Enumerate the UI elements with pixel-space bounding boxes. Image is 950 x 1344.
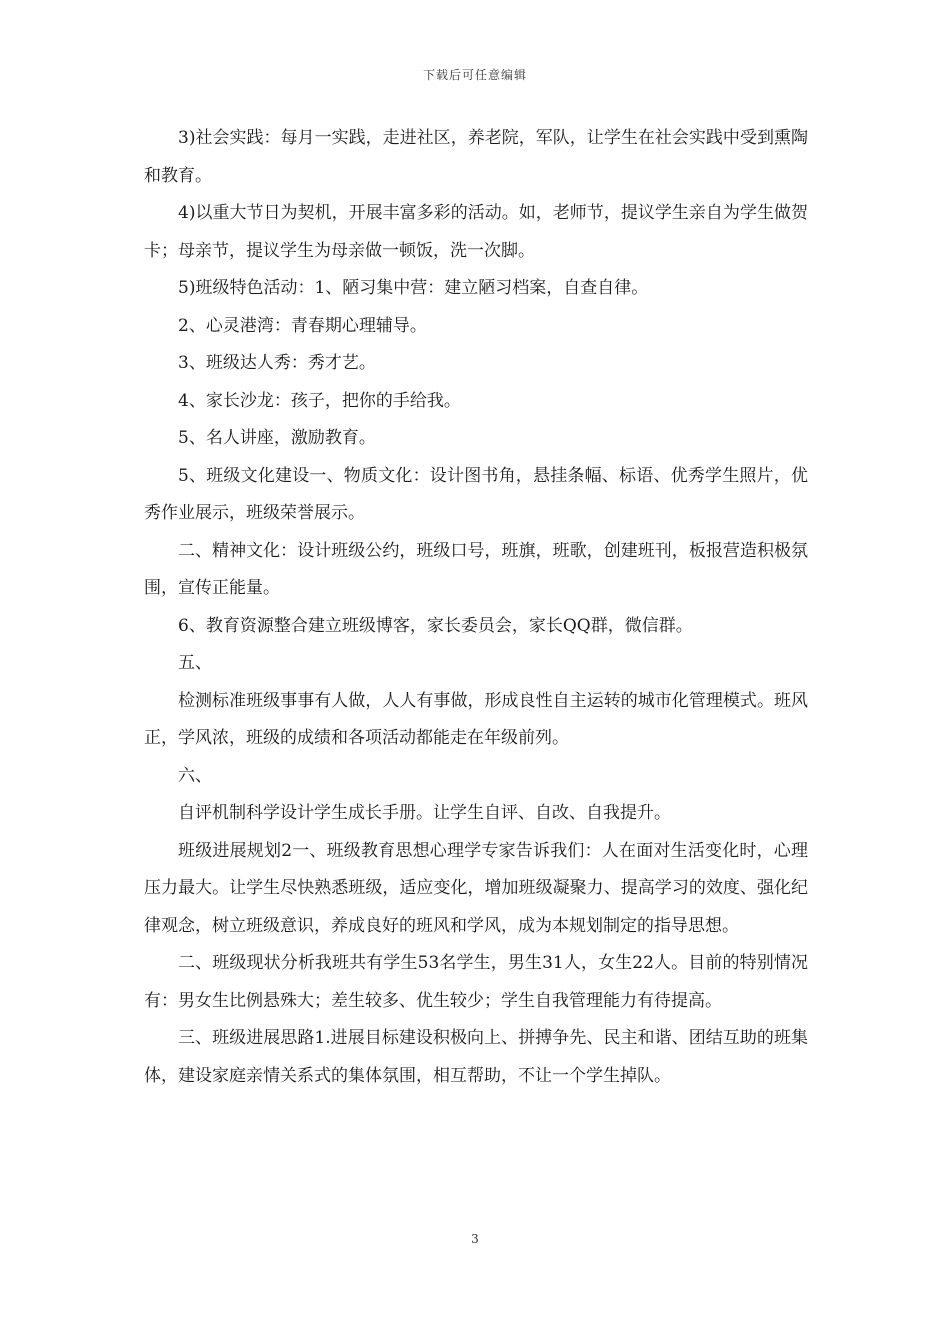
paragraph: 二、精神文化：设计班级公约，班级口号，班旗，班歌，创建班刊，板报营造积极氛围，宣传正能量。 (144, 540, 808, 598)
paragraph: 班级进展规划2一、班级教育思想心理学专家告诉我们：人在面对生活变化时，心理压力最大。让学生尽快熟悉班级，适应变化，增加班级凝聚力、提高学习的效度、强化纪律观念，树立班级意识，养成良好的班风和学风，成为本规划制定的指导思想。 (144, 840, 808, 936)
paragraph: 自评机制科学设计学生成长手册。让学生自评、自改、自我提升。 (178, 803, 671, 823)
paragraph: 6、教育资源整合建立班级博客，家长委员会，家长QQ群，微信群。 (178, 615, 693, 636)
paragraph: 3)社会实践：每月一实践，走进社区，养老院，军队，让学生在社会实践中受到熏陶和教育。 (144, 128, 808, 186)
paragraph: 5、名人讲座，激励教育。 (178, 428, 376, 448)
paragraph: 3、班级达人秀：秀才艺。 (178, 353, 376, 373)
section-heading: 六、 (178, 765, 212, 786)
paragraph: 4、家长沙龙：孩子，把你的手给我。 (178, 390, 461, 411)
paragraph: 5)班级特色活动：1、陋习集中营：建立陋习档案，自查自律。 (178, 278, 649, 298)
paragraph: 4)以重大节日为契机，开展丰富多彩的活动。如，老师节，提议学生亲自为学生做贺卡；母亲节，提议学生为母亲做一顿饭，洗一次脚。 (144, 203, 808, 261)
paragraph: 二、班级现状分析我班共有学生53名学生，男生31人，女生22人。目前的特别情况有：男女生比例悬殊大；差生较多、优生较少；学生自我管理能力有待提高。 (144, 953, 808, 1011)
body-text (144, 120, 808, 1095)
page-number: 3 (471, 1232, 479, 1246)
paragraph: 2、心灵港湾：青春期心理辅导。 (178, 315, 427, 336)
paragraph: 检测标准班级事事有人做，人人有事做，形成良性自主运转的城市化管理模式。班风正，学风浓，班级的成绩和各项活动都能走在年级前列。 (144, 690, 808, 748)
page-header: 下载后可任意编辑 (422, 68, 527, 82)
section-heading: 五、 (178, 653, 212, 673)
paragraph: 三、班级进展思路1.进展目标建设积极向上、拼搏争先、民主和谐、团结互助的班集体，建设家庭亲情关系式的集体氛围，相互帮助，不让一个学生掉队。 (144, 1028, 808, 1086)
paragraph: 5、班级文化建设一、物质文化：设计图书角，悬挂条幅、标语、优秀学生照片，优秀作业展示，班级荣誉展示。 (144, 465, 808, 523)
